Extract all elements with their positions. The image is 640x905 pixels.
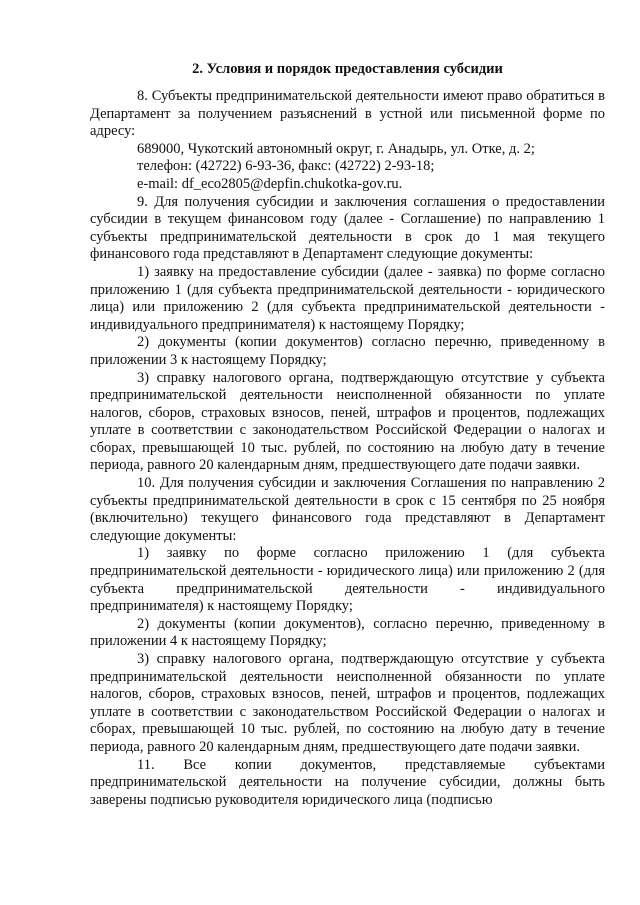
phone-line: телефон: (42722) 6-93-36, факс: (42722) 2-93-18; xyxy=(137,158,435,175)
paragraph-10-item-2: 2) документы (копии документов), согласно перечню, приведенному в приложении 4 к настоящему Порядку; xyxy=(90,615,605,650)
paragraph-9-item-3: 3) справку налогового органа, подтверждающую отсутствие у субъекта предпринимательской деятельности неисполненной обязанности по уплате налогов, сборов, страховых взносов, пеней, штрафов и процентов, подлежащих уплате в соответствии с законодательством Российской Федерации о налогах и сборах, превышающей 10 тыс. рублей, по состоянию на любую дату в течение периода, равного 20 календарным дням, предшествующего дате подачи заявки. xyxy=(90,369,605,474)
paragraph-8: 8. Субъекты предпринимательской деятельности имеют право обратиться в Департамент за получением разъяснений в устной или письменной форме по адресу: xyxy=(90,88,605,140)
email-line: e-mail: df_eco2805@depfin.chukotka-gov.ru. xyxy=(137,175,403,192)
address-line: 689000, Чукотский автономный округ, г. Анадырь, ул. Отке, д. 2; xyxy=(137,140,535,157)
paragraph-11: 11. Все копии документов, представляемые субъектами предпринимательской деятельности на получение субсидии, должны быть заверены подписью руководителя юридического лица (подписью xyxy=(90,756,605,808)
section-title: 2. Условия и порядок предоставления субсидии xyxy=(192,61,503,77)
paragraph-9-item-2: 2) документы (копии документов) согласно перечню, приведенному в приложении 3 к настоящему Порядку; xyxy=(90,334,605,368)
document-page xyxy=(90,60,605,809)
paragraph-9-item-1: 1) заявку на предоставление субсидии (далее - заявка) по форме согласно приложению 1 (для субъекта предпринимательской деятельности - юридического лица) или приложению 2 (для субъекта предпринимательской деятельности - индивидуального предпринимателя) к настоящему Порядку; xyxy=(90,263,605,333)
paragraph-10: 10. Для получения субсидии и заключения Соглашения по направлению 2 субъекты предпринимательской деятельности в срок с 15 сентября по 25 ноября (включительно) текущего финансового года представляют в Департамент следующие документы: xyxy=(90,475,605,544)
paragraph-10-item-1: 1) заявку по форме согласно приложению 1 (для субъекта предпринимательской деятельности - юридического лица) или приложению 2 (для субъекта предпринимательской деятельности - индивидуального предпринимателя) к настоящему Порядку; xyxy=(90,545,605,615)
paragraph-9: 9. Для получения субсидии и заключения соглашения о предоставлении субсидии в текущем финансовом году (далее - Соглашение) по направлению 1 субъекты предпринимательской деятельности в срок до 1 мая текущего финансового года представляют в Департамент следующие документы: xyxy=(90,193,605,263)
paragraph-10-item-3: 3) справку налогового органа, подтверждающую отсутствие у субъекта предпринимательской деятельности неисполненной обязанности по уплате налогов, сборов, страховых взносов, пеней, штрафов и процентов, подлежащих уплате в соответствии с законодательством Российской Федерации о налогах и сборах, превышающей 10 тыс. рублей, по состоянию на любую дату в течение периода, равного 20 календарным дням, предшествующего дате подачи заявки. xyxy=(90,651,605,755)
